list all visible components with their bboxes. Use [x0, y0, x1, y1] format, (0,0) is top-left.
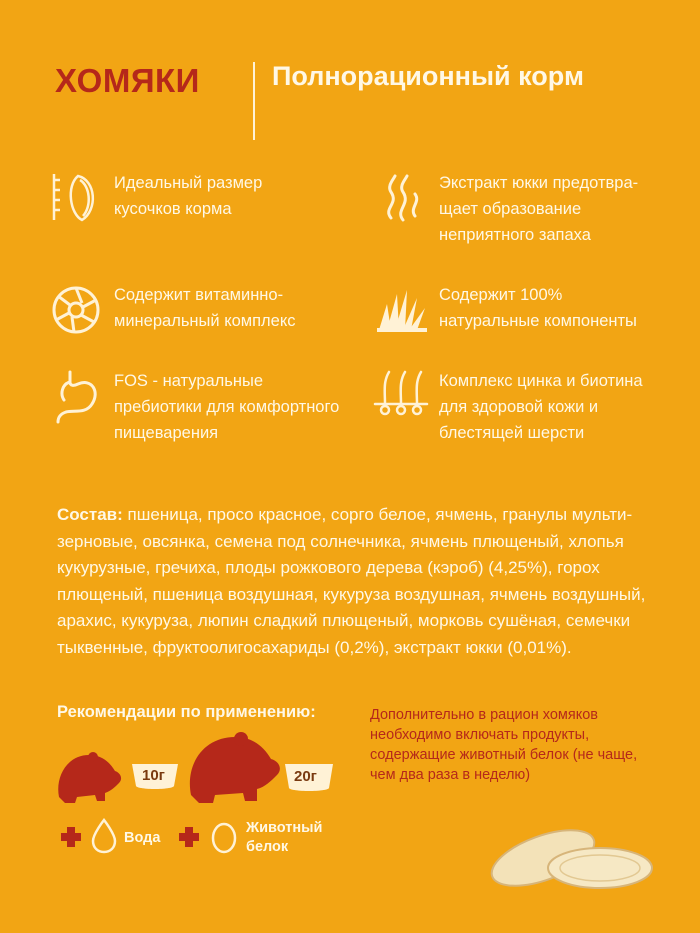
composition-text: [57, 502, 657, 661]
feature-text: Экстракт юкки предотвра-щает образование неприятного запаха: [439, 174, 639, 244]
plus-icon: [178, 826, 200, 848]
plus-icon: [60, 826, 82, 848]
pumpkin-seeds-illustration: [488, 820, 658, 895]
feature-item: [373, 170, 673, 248]
seed-size-icon: [48, 170, 104, 226]
header-divider: [253, 62, 255, 140]
protein-label: Животный белок: [246, 820, 323, 855]
product-subtitle: Полнорационный корм: [272, 61, 584, 91]
egg-icon: [210, 818, 238, 854]
water-label: Вода: [124, 830, 161, 846]
feature-text: Содержит витаминно-минеральный комплекс: [114, 286, 296, 330]
vitamin-complex-icon: [48, 282, 104, 338]
feature-item: [48, 170, 348, 226]
grass-icon: [373, 282, 429, 338]
small-hamster-icon: [55, 745, 125, 803]
feature-text: Комплекс цинка и биотина для здоровой кожи и блестящей шерсти: [439, 372, 643, 442]
brand-title: ХОМЯКИ: [55, 62, 200, 99]
recommendations-title: Рекомендации по применению:: [57, 703, 316, 721]
hair-follicle-icon: [373, 368, 429, 424]
feature-item: [48, 368, 348, 446]
feature-text: Идеальный размер кусочков корма: [114, 174, 263, 218]
feature-item: [48, 282, 348, 338]
composition-label: Состав:: [57, 505, 123, 524]
small-portion-label: 10г: [142, 767, 165, 784]
feature-item: [373, 368, 673, 446]
composition-ingredients: пшеница, просо красное, сорго белое, ячмень, гранулы мульти-зерновые, овсянка, семена под солнечника, ячмень плющеный, хлопья кукурузные, гречиха, плоды рожкового дерева (кэроб) (4,25%), горох плющеный, пшеница воздушная, кукуруза воздушная, ячмень воздушный, арахис, кукуруза, люпин сладкий плющеный, морковь сушёная, семечки тыквенные, фруктоолигосахариды (0,2%), экстракт юкки (0,01%).: [57, 505, 646, 657]
yucca-smell-icon: [373, 170, 429, 226]
feeding-note: Дополнительно в рацион хомяков необходимо включать продукты, содержащие животный белок (не чаще, чем два раза в неделю): [370, 707, 638, 783]
feature-text: FOS - натуральные пребиотики для комфортного пищеварения: [114, 372, 340, 442]
stomach-icon: [48, 368, 104, 424]
feature-text: Содержит 100% натуральные компоненты: [439, 286, 637, 330]
large-hamster-icon: [185, 725, 285, 803]
feature-item: [373, 282, 673, 338]
water-drop-icon: [90, 818, 118, 854]
large-portion-label: 20г: [294, 768, 317, 785]
